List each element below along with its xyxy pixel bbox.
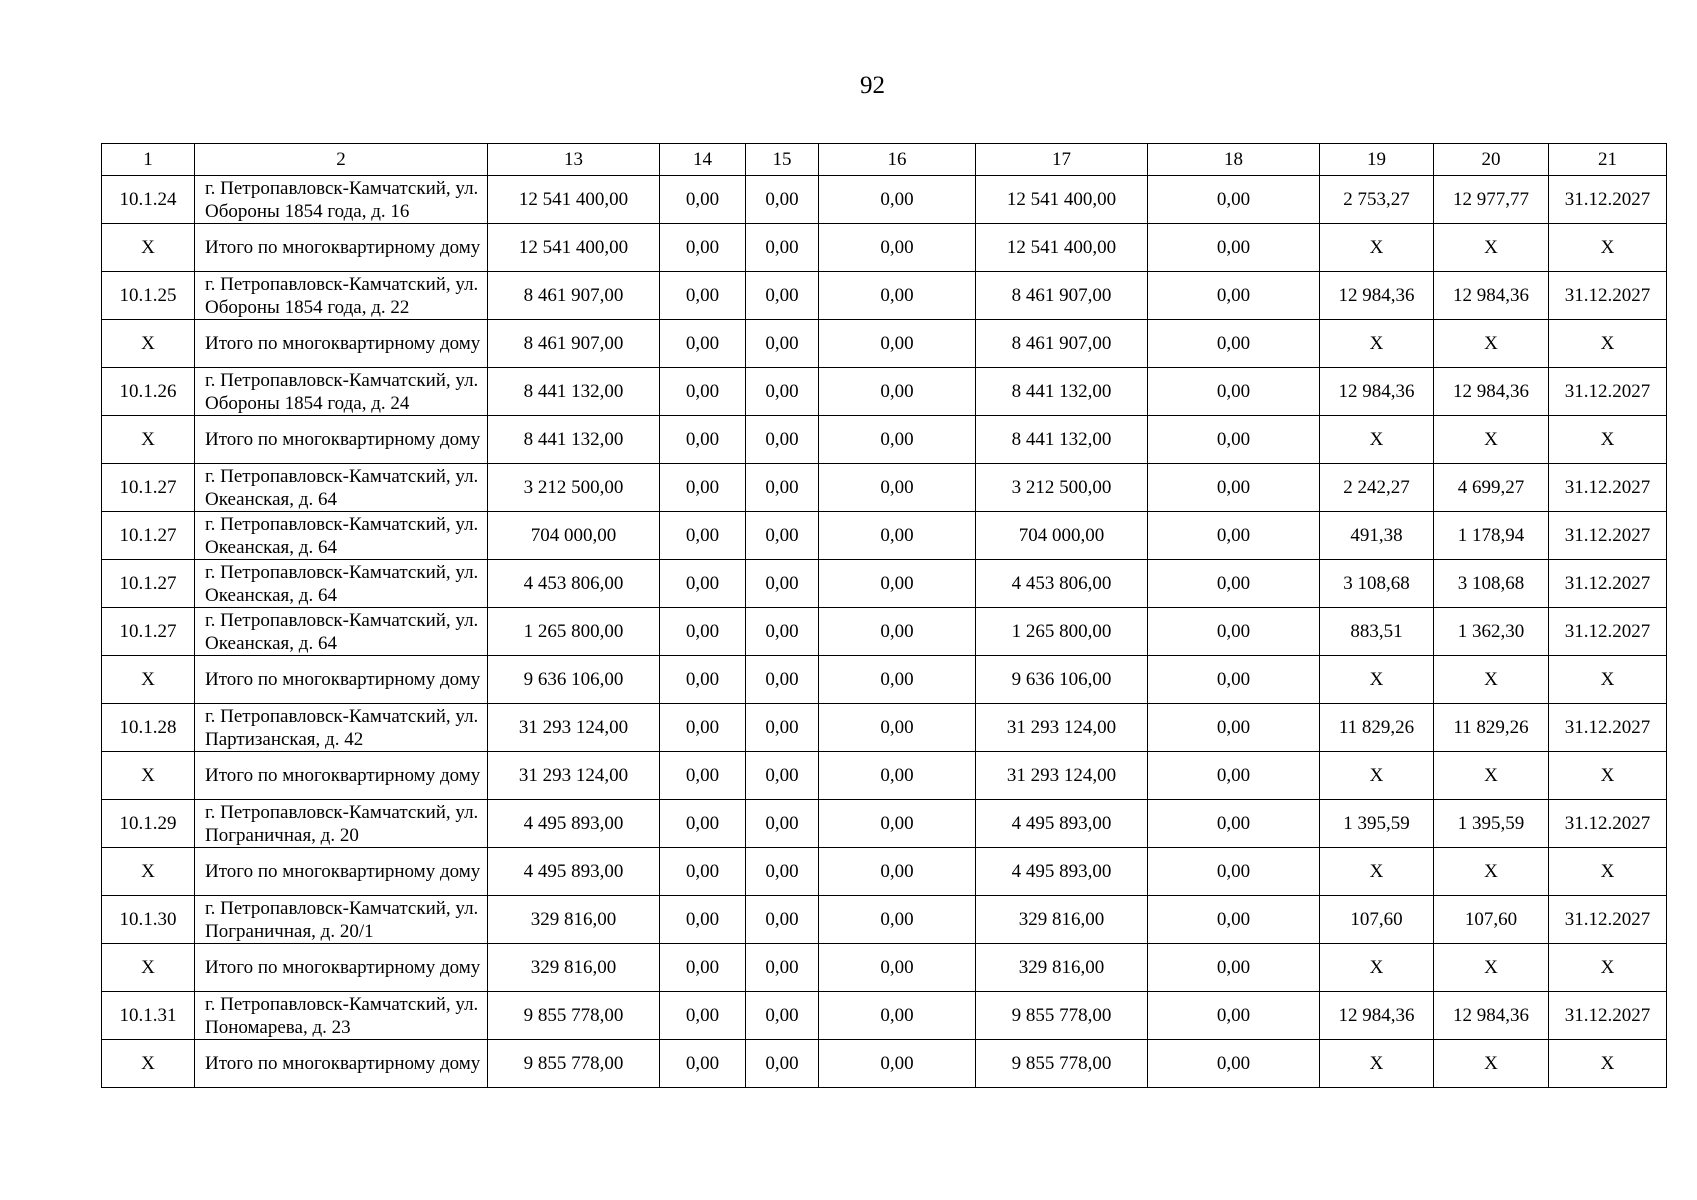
row-number-cell: 10.1.26 xyxy=(102,368,195,416)
address-cell: г. Петропавловск-Камчатский, ул. Пограничная, д. 20 xyxy=(195,800,488,848)
col15-cell: 0,00 xyxy=(746,800,819,848)
column-header: 14 xyxy=(660,144,746,176)
deadline-cell: 31.12.2027 xyxy=(1549,464,1667,512)
col20-cell: 4 699,27 xyxy=(1434,464,1549,512)
col15-cell: 0,00 xyxy=(746,608,819,656)
table-row xyxy=(102,320,1667,368)
cost-cell: 31 293 124,00 xyxy=(488,704,660,752)
col15-cell: 0,00 xyxy=(746,896,819,944)
col18-cell: 0,00 xyxy=(1148,560,1320,608)
col17-cell: 704 000,00 xyxy=(976,512,1148,560)
deadline-cell: 31.12.2027 xyxy=(1549,368,1667,416)
col20-cell: X xyxy=(1434,320,1549,368)
col20-cell: X xyxy=(1434,848,1549,896)
col15-cell: 0,00 xyxy=(746,848,819,896)
col20-cell: X xyxy=(1434,944,1549,992)
col14-cell: 0,00 xyxy=(660,176,746,224)
col19-cell: 2 753,27 xyxy=(1320,176,1434,224)
table-row xyxy=(102,272,1667,320)
cost-cell: 329 816,00 xyxy=(488,944,660,992)
row-number-cell: X xyxy=(102,320,195,368)
data-table xyxy=(101,143,1667,1088)
deadline-cell: X xyxy=(1549,416,1667,464)
col14-cell: 0,00 xyxy=(660,560,746,608)
cost-cell: 12 541 400,00 xyxy=(488,176,660,224)
column-header: 15 xyxy=(746,144,819,176)
deadline-cell: 31.12.2027 xyxy=(1549,992,1667,1040)
col16-cell: 0,00 xyxy=(819,704,976,752)
col15-cell: 0,00 xyxy=(746,416,819,464)
col14-cell: 0,00 xyxy=(660,800,746,848)
col14-cell: 0,00 xyxy=(660,704,746,752)
col20-cell: X xyxy=(1434,752,1549,800)
col16-cell: 0,00 xyxy=(819,512,976,560)
row-number-cell: 10.1.27 xyxy=(102,512,195,560)
col20-cell: 12 984,36 xyxy=(1434,272,1549,320)
col14-cell: 0,00 xyxy=(660,320,746,368)
cost-cell: 8 441 132,00 xyxy=(488,368,660,416)
table-row xyxy=(102,560,1667,608)
row-number-cell: 10.1.27 xyxy=(102,560,195,608)
address-cell: Итого по многоквартирному дому xyxy=(195,752,488,800)
col20-cell: 11 829,26 xyxy=(1434,704,1549,752)
col17-cell: 9 855 778,00 xyxy=(976,992,1148,1040)
col18-cell: 0,00 xyxy=(1148,512,1320,560)
col19-cell: X xyxy=(1320,1040,1434,1088)
col15-cell: 0,00 xyxy=(746,272,819,320)
col18-cell: 0,00 xyxy=(1148,992,1320,1040)
col15-cell: 0,00 xyxy=(746,464,819,512)
col19-cell: 11 829,26 xyxy=(1320,704,1434,752)
column-header: 21 xyxy=(1549,144,1667,176)
col19-cell: X xyxy=(1320,752,1434,800)
col14-cell: 0,00 xyxy=(660,896,746,944)
col18-cell: 0,00 xyxy=(1148,224,1320,272)
col19-cell: 491,38 xyxy=(1320,512,1434,560)
col16-cell: 0,00 xyxy=(819,560,976,608)
col16-cell: 0,00 xyxy=(819,368,976,416)
col17-cell: 12 541 400,00 xyxy=(976,176,1148,224)
table-row xyxy=(102,368,1667,416)
table-row xyxy=(102,608,1667,656)
col14-cell: 0,00 xyxy=(660,944,746,992)
col17-cell: 31 293 124,00 xyxy=(976,752,1148,800)
col20-cell: 107,60 xyxy=(1434,896,1549,944)
row-number-cell: 10.1.25 xyxy=(102,272,195,320)
address-cell: г. Петропавловск-Камчатский, ул. Обороны 1854 года, д. 24 xyxy=(195,368,488,416)
col14-cell: 0,00 xyxy=(660,656,746,704)
col17-cell: 8 441 132,00 xyxy=(976,416,1148,464)
col19-cell: 883,51 xyxy=(1320,608,1434,656)
address-cell: г. Петропавловск-Камчатский, ул. Обороны 1854 года, д. 16 xyxy=(195,176,488,224)
address-cell: Итого по многоквартирному дому xyxy=(195,944,488,992)
col16-cell: 0,00 xyxy=(819,848,976,896)
col15-cell: 0,00 xyxy=(746,512,819,560)
col14-cell: 0,00 xyxy=(660,416,746,464)
col14-cell: 0,00 xyxy=(660,1040,746,1088)
row-number-cell: 10.1.28 xyxy=(102,704,195,752)
col19-cell: 12 984,36 xyxy=(1320,368,1434,416)
column-header: 18 xyxy=(1148,144,1320,176)
col19-cell: 12 984,36 xyxy=(1320,272,1434,320)
col18-cell: 0,00 xyxy=(1148,944,1320,992)
col16-cell: 0,00 xyxy=(819,272,976,320)
row-number-cell: X xyxy=(102,224,195,272)
col16-cell: 0,00 xyxy=(819,176,976,224)
row-number-cell: 10.1.30 xyxy=(102,896,195,944)
col19-cell: X xyxy=(1320,320,1434,368)
col20-cell: 1 395,59 xyxy=(1434,800,1549,848)
address-cell: Итого по многоквартирному дому xyxy=(195,416,488,464)
col18-cell: 0,00 xyxy=(1148,608,1320,656)
table-row xyxy=(102,176,1667,224)
col14-cell: 0,00 xyxy=(660,608,746,656)
deadline-cell: 31.12.2027 xyxy=(1549,512,1667,560)
address-cell: г. Петропавловск-Камчатский, ул. Партизанская, д. 42 xyxy=(195,704,488,752)
table-row xyxy=(102,800,1667,848)
col18-cell: 0,00 xyxy=(1148,704,1320,752)
row-number-cell: X xyxy=(102,416,195,464)
col19-cell: X xyxy=(1320,416,1434,464)
col20-cell: 12 984,36 xyxy=(1434,368,1549,416)
deadline-cell: X xyxy=(1549,224,1667,272)
col15-cell: 0,00 xyxy=(746,1040,819,1088)
col14-cell: 0,00 xyxy=(660,224,746,272)
col17-cell: 8 441 132,00 xyxy=(976,368,1148,416)
page-number: 92 xyxy=(860,72,885,99)
col17-cell: 8 461 907,00 xyxy=(976,320,1148,368)
col16-cell: 0,00 xyxy=(819,224,976,272)
cost-cell: 8 441 132,00 xyxy=(488,416,660,464)
col19-cell: X xyxy=(1320,656,1434,704)
cost-cell: 8 461 907,00 xyxy=(488,272,660,320)
col16-cell: 0,00 xyxy=(819,944,976,992)
deadline-cell: X xyxy=(1549,1040,1667,1088)
col17-cell: 8 461 907,00 xyxy=(976,272,1148,320)
col17-cell: 9 636 106,00 xyxy=(976,656,1148,704)
col19-cell: 3 108,68 xyxy=(1320,560,1434,608)
col15-cell: 0,00 xyxy=(746,176,819,224)
row-number-cell: X xyxy=(102,656,195,704)
cost-cell: 704 000,00 xyxy=(488,512,660,560)
deadline-cell: X xyxy=(1549,752,1667,800)
col14-cell: 0,00 xyxy=(660,464,746,512)
col20-cell: X xyxy=(1434,1040,1549,1088)
col19-cell: X xyxy=(1320,944,1434,992)
col18-cell: 0,00 xyxy=(1148,656,1320,704)
table-row xyxy=(102,224,1667,272)
col18-cell: 0,00 xyxy=(1148,464,1320,512)
col15-cell: 0,00 xyxy=(746,560,819,608)
col15-cell: 0,00 xyxy=(746,224,819,272)
col17-cell: 9 855 778,00 xyxy=(976,1040,1148,1088)
col20-cell: 1 362,30 xyxy=(1434,608,1549,656)
deadline-cell: X xyxy=(1549,848,1667,896)
row-number-cell: 10.1.24 xyxy=(102,176,195,224)
col14-cell: 0,00 xyxy=(660,272,746,320)
table-row xyxy=(102,656,1667,704)
table-row xyxy=(102,416,1667,464)
col20-cell: X xyxy=(1434,416,1549,464)
deadline-cell: 31.12.2027 xyxy=(1549,272,1667,320)
col20-cell: 12 984,36 xyxy=(1434,992,1549,1040)
address-cell: г. Петропавловск-Камчатский, ул. Пограничная, д. 20/1 xyxy=(195,896,488,944)
table-body xyxy=(102,176,1667,1088)
col18-cell: 0,00 xyxy=(1148,1040,1320,1088)
row-number-cell: X xyxy=(102,944,195,992)
col14-cell: 0,00 xyxy=(660,512,746,560)
col17-cell: 4 453 806,00 xyxy=(976,560,1148,608)
deadline-cell: 31.12.2027 xyxy=(1549,608,1667,656)
table-row xyxy=(102,704,1667,752)
col16-cell: 0,00 xyxy=(819,608,976,656)
col20-cell: X xyxy=(1434,656,1549,704)
row-number-cell: 10.1.27 xyxy=(102,608,195,656)
col20-cell: 12 977,77 xyxy=(1434,176,1549,224)
column-header: 2 xyxy=(195,144,488,176)
cost-cell: 1 265 800,00 xyxy=(488,608,660,656)
col17-cell: 12 541 400,00 xyxy=(976,224,1148,272)
cost-cell: 9 855 778,00 xyxy=(488,992,660,1040)
table-row xyxy=(102,1040,1667,1088)
col18-cell: 0,00 xyxy=(1148,896,1320,944)
col16-cell: 0,00 xyxy=(819,656,976,704)
col18-cell: 0,00 xyxy=(1148,320,1320,368)
column-header: 19 xyxy=(1320,144,1434,176)
col20-cell: X xyxy=(1434,224,1549,272)
col14-cell: 0,00 xyxy=(660,368,746,416)
address-cell: г. Петропавловск-Камчатский, ул. Океанская, д. 64 xyxy=(195,560,488,608)
address-cell: г. Петропавловск-Камчатский, ул. Обороны 1854 года, д. 22 xyxy=(195,272,488,320)
col17-cell: 3 212 500,00 xyxy=(976,464,1148,512)
col18-cell: 0,00 xyxy=(1148,272,1320,320)
address-cell: Итого по многоквартирному дому xyxy=(195,224,488,272)
address-cell: г. Петропавловск-Камчатский, ул. Океанская, д. 64 xyxy=(195,608,488,656)
table-row xyxy=(102,944,1667,992)
cost-cell: 8 461 907,00 xyxy=(488,320,660,368)
col18-cell: 0,00 xyxy=(1148,416,1320,464)
address-cell: г. Петропавловск-Камчатский, ул. Океанская, д. 64 xyxy=(195,464,488,512)
col15-cell: 0,00 xyxy=(746,944,819,992)
col19-cell: 1 395,59 xyxy=(1320,800,1434,848)
col20-cell: 3 108,68 xyxy=(1434,560,1549,608)
col15-cell: 0,00 xyxy=(746,752,819,800)
cost-cell: 4 495 893,00 xyxy=(488,848,660,896)
table-row xyxy=(102,752,1667,800)
col19-cell: 2 242,27 xyxy=(1320,464,1434,512)
col18-cell: 0,00 xyxy=(1148,176,1320,224)
col16-cell: 0,00 xyxy=(819,464,976,512)
col19-cell: 12 984,36 xyxy=(1320,992,1434,1040)
deadline-cell: 31.12.2027 xyxy=(1549,560,1667,608)
col15-cell: 0,00 xyxy=(746,656,819,704)
deadline-cell: 31.12.2027 xyxy=(1549,896,1667,944)
table-row xyxy=(102,464,1667,512)
col14-cell: 0,00 xyxy=(660,752,746,800)
col17-cell: 329 816,00 xyxy=(976,896,1148,944)
col15-cell: 0,00 xyxy=(746,368,819,416)
col18-cell: 0,00 xyxy=(1148,800,1320,848)
col18-cell: 0,00 xyxy=(1148,752,1320,800)
col16-cell: 0,00 xyxy=(819,752,976,800)
address-cell: Итого по многоквартирному дому xyxy=(195,320,488,368)
deadline-cell: 31.12.2027 xyxy=(1549,176,1667,224)
col17-cell: 4 495 893,00 xyxy=(976,800,1148,848)
col16-cell: 0,00 xyxy=(819,800,976,848)
row-number-cell: X xyxy=(102,848,195,896)
address-cell: Итого по многоквартирному дому xyxy=(195,1040,488,1088)
address-cell: г. Петропавловск-Камчатский, ул. Океанская, д. 64 xyxy=(195,512,488,560)
col14-cell: 0,00 xyxy=(660,992,746,1040)
col16-cell: 0,00 xyxy=(819,1040,976,1088)
header-row xyxy=(102,144,1667,176)
cost-cell: 4 453 806,00 xyxy=(488,560,660,608)
col16-cell: 0,00 xyxy=(819,416,976,464)
deadline-cell: 31.12.2027 xyxy=(1549,800,1667,848)
address-cell: Итого по многоквартирному дому xyxy=(195,656,488,704)
column-header: 20 xyxy=(1434,144,1549,176)
cost-cell: 12 541 400,00 xyxy=(488,224,660,272)
col16-cell: 0,00 xyxy=(819,896,976,944)
deadline-cell: X xyxy=(1549,656,1667,704)
table-row xyxy=(102,848,1667,896)
col15-cell: 0,00 xyxy=(746,320,819,368)
col16-cell: 0,00 xyxy=(819,992,976,1040)
col20-cell: 1 178,94 xyxy=(1434,512,1549,560)
column-header: 13 xyxy=(488,144,660,176)
address-cell: Итого по многоквартирному дому xyxy=(195,848,488,896)
col17-cell: 1 265 800,00 xyxy=(976,608,1148,656)
col19-cell: X xyxy=(1320,224,1434,272)
col17-cell: 31 293 124,00 xyxy=(976,704,1148,752)
column-header: 16 xyxy=(819,144,976,176)
col17-cell: 329 816,00 xyxy=(976,944,1148,992)
cost-cell: 329 816,00 xyxy=(488,896,660,944)
table-row xyxy=(102,896,1667,944)
col14-cell: 0,00 xyxy=(660,848,746,896)
col15-cell: 0,00 xyxy=(746,704,819,752)
col18-cell: 0,00 xyxy=(1148,848,1320,896)
cost-cell: 31 293 124,00 xyxy=(488,752,660,800)
cost-cell: 9 855 778,00 xyxy=(488,1040,660,1088)
deadline-cell: X xyxy=(1549,320,1667,368)
column-header: 1 xyxy=(102,144,195,176)
row-number-cell: 10.1.31 xyxy=(102,992,195,1040)
col19-cell: X xyxy=(1320,848,1434,896)
row-number-cell: 10.1.27 xyxy=(102,464,195,512)
cost-cell: 9 636 106,00 xyxy=(488,656,660,704)
row-number-cell: X xyxy=(102,1040,195,1088)
col18-cell: 0,00 xyxy=(1148,368,1320,416)
address-cell: г. Петропавловск-Камчатский, ул. Пономарева, д. 23 xyxy=(195,992,488,1040)
row-number-cell: X xyxy=(102,752,195,800)
row-number-cell: 10.1.29 xyxy=(102,800,195,848)
column-header: 17 xyxy=(976,144,1148,176)
col16-cell: 0,00 xyxy=(819,320,976,368)
table-row xyxy=(102,992,1667,1040)
deadline-cell: X xyxy=(1549,944,1667,992)
col19-cell: 107,60 xyxy=(1320,896,1434,944)
table-row xyxy=(102,512,1667,560)
deadline-cell: 31.12.2027 xyxy=(1549,704,1667,752)
col17-cell: 4 495 893,00 xyxy=(976,848,1148,896)
col15-cell: 0,00 xyxy=(746,992,819,1040)
cost-cell: 4 495 893,00 xyxy=(488,800,660,848)
cost-cell: 3 212 500,00 xyxy=(488,464,660,512)
